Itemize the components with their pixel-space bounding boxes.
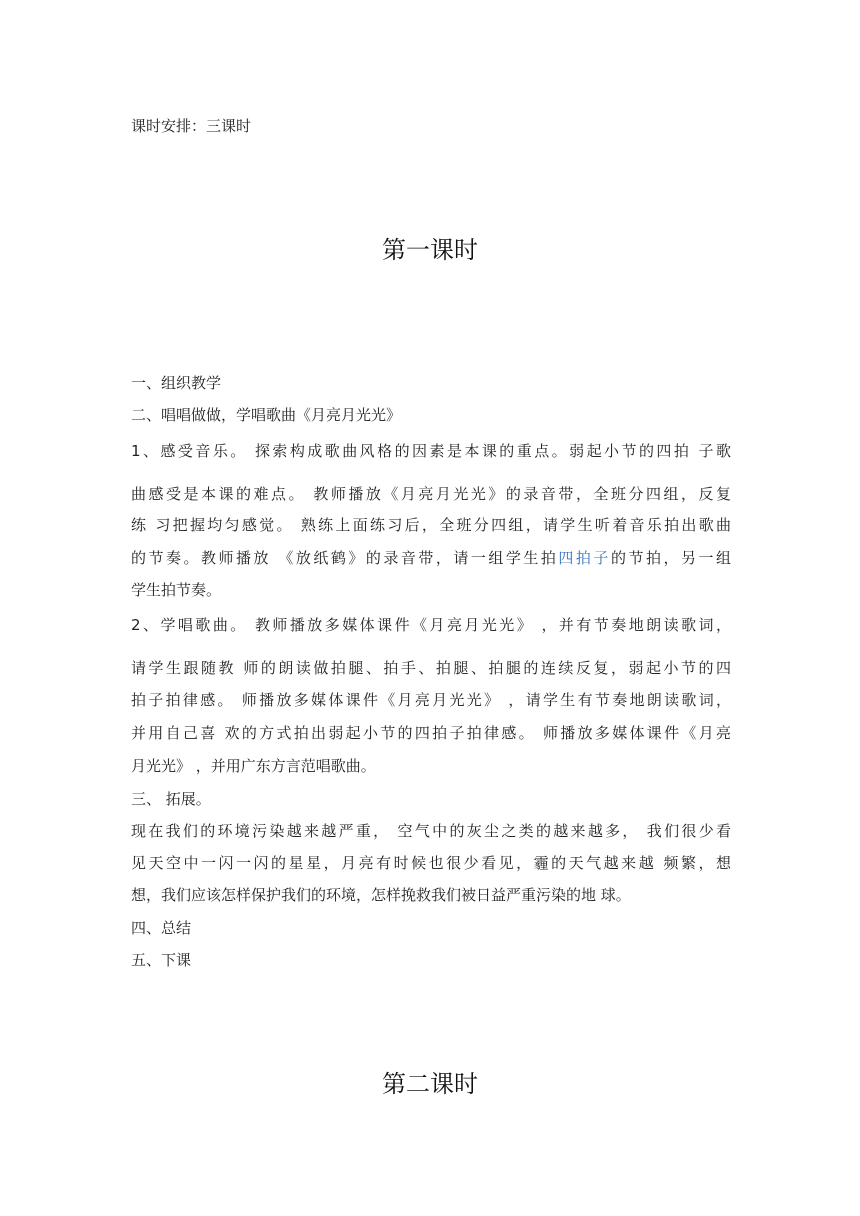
schedule-text: 课时安排：三课时 bbox=[131, 117, 252, 135]
paragraph2-line1: 2、学唱歌曲。 教师播放多媒体课件《月亮月光光》 ，并有节奏地朗读歌词， bbox=[131, 616, 731, 634]
paragraph2-line4: 并用自己喜 欢的方式拍出弱起小节的四拍子拍律感。 师播放多媒体课件《月亮 bbox=[131, 724, 731, 742]
paragraph1-line3: 练 习把握均匀感觉。 熟练上面练习后，全班分四组，请学生听着音乐拍出歌曲 bbox=[131, 516, 731, 534]
paragraph2-line2: 请学生跟随教 师的朗读做拍腿、拍手、拍腿、拍腿的连续反复，弱起小节的四 bbox=[131, 659, 731, 677]
paragraph3-line3: 想，我们应该怎样保护我们的环境，怎样挽救我们被日益严重污染的地 球。 bbox=[131, 886, 631, 904]
paragraph1-line2: 曲感受是本课的难点。 教师播放《月亮月光光》的录音带，全班分四组，反复 bbox=[131, 485, 731, 503]
section-organize: 一、组织教学 bbox=[131, 374, 222, 392]
paragraph1-line4-end: 的节拍，另一组 bbox=[610, 549, 731, 567]
section-extension: 三、 拓展。 bbox=[131, 790, 211, 808]
four-beat-link[interactable]: 四拍子 bbox=[558, 549, 611, 567]
paragraph1-line4-start: 的节奏。教师播放 《放纸鹤》的录音带，请一组学生拍 bbox=[131, 549, 559, 567]
paragraph1-line4 bbox=[131, 548, 731, 568]
section-dismiss: 五、下课 bbox=[131, 951, 192, 969]
paragraph2-line3: 拍子拍律感。 师播放多媒体课件《月亮月光光》 ，请学生有节奏地朗读歌词， bbox=[131, 691, 731, 709]
section-sing: 二、唱唱做做，学唱歌曲《月亮月光光》 bbox=[131, 406, 402, 424]
lesson2-title: 第二课时 bbox=[382, 1070, 478, 1098]
paragraph1-line5: 学生拍节奏。 bbox=[131, 581, 222, 599]
paragraph2-line5: 月光光》 ，并用广东方言范唱歌曲。 bbox=[131, 757, 376, 775]
paragraph3-line2: 见天空中一闪一闪的星星，月亮有时候也很少看见，霾的天气越来越 频繁，想 bbox=[131, 854, 731, 872]
paragraph3-line1: 现在我们的环境污染越来越严重， 空气中的灰尘之类的越来越多， 我们很少看 bbox=[131, 822, 731, 840]
lesson1-title: 第一课时 bbox=[382, 236, 478, 264]
paragraph1-line1: 1、感受音乐。 探索构成歌曲风格的因素是本课的重点。弱起小节的四拍 子歌 bbox=[131, 442, 731, 460]
section-summary: 四、总结 bbox=[131, 919, 192, 937]
